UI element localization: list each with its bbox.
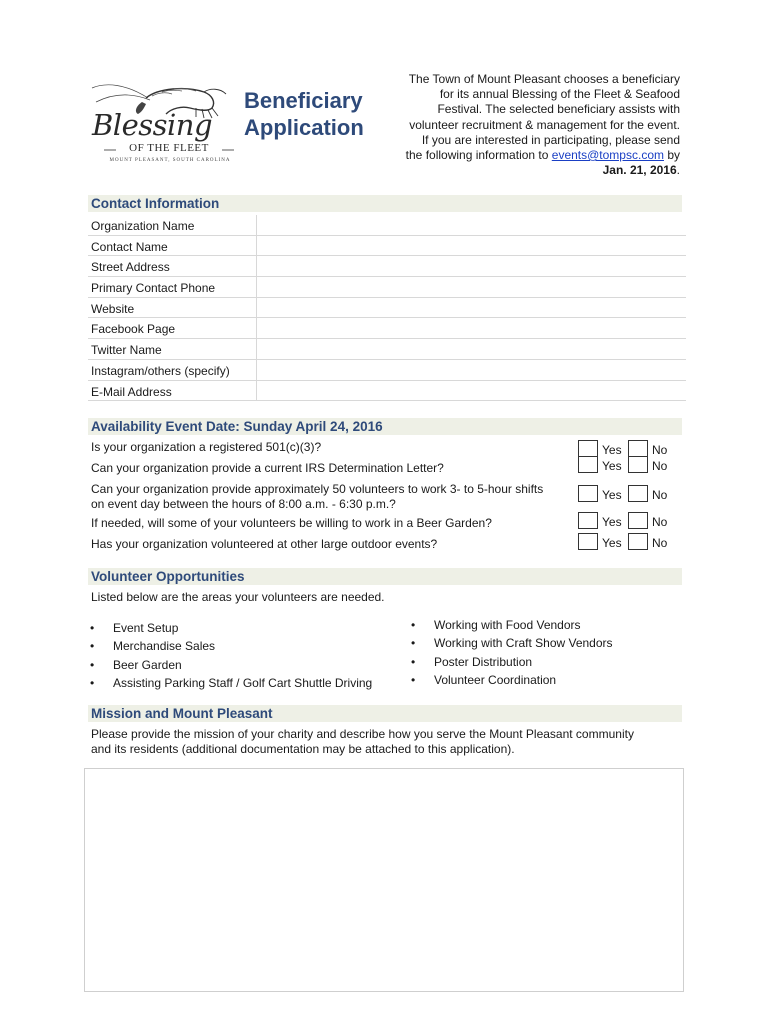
intro-paragraph (384, 72, 680, 178)
intro-text: the following information to (405, 148, 552, 163)
no-label: No (652, 459, 668, 473)
no-checkbox[interactable] (628, 533, 648, 550)
contact-name-field[interactable] (256, 236, 686, 257)
intro-line-email (384, 148, 680, 163)
list-item: • Beer Garden (90, 658, 372, 676)
volunteer-intro: Listed below are the areas your volunteers are needed. (91, 590, 385, 604)
deadline-date: Jan. 21, 2016 (602, 163, 677, 178)
no-label: No (652, 536, 668, 550)
yes-no-group (578, 456, 688, 474)
volunteer-section-heading: Volunteer Opportunities (88, 568, 682, 585)
email-address-field[interactable] (256, 381, 686, 402)
question-text (91, 482, 571, 511)
table-row (88, 298, 686, 319)
table-row (88, 236, 686, 257)
yes-checkbox[interactable] (578, 533, 598, 550)
question-text: Has your organization volunteered at other large outdoor events? (91, 537, 438, 551)
field-label: Organization Name (91, 219, 195, 233)
twitter-name-field[interactable] (256, 339, 686, 360)
field-label: Contact Name (91, 239, 168, 254)
yes-no-group (578, 512, 688, 530)
table-row (88, 381, 686, 402)
yes-label: Yes (602, 488, 622, 502)
yes-checkbox[interactable] (578, 456, 598, 473)
deadline-period: . (676, 163, 680, 178)
page-title (244, 87, 384, 141)
no-checkbox[interactable] (628, 512, 648, 529)
field-label: Primary Contact Phone (91, 281, 216, 296)
title-line-2: Application (244, 115, 364, 140)
availability-section-heading: Availability Event Date: Sunday April 24, 2016 (88, 418, 682, 435)
question-line: Can your organization provide approximately 50 volunteers to work 3- to 5-hour shifts (91, 482, 544, 496)
table-row (88, 277, 686, 298)
volunteer-list-right (411, 618, 613, 691)
yes-checkbox[interactable] (578, 485, 598, 502)
yes-label: Yes (602, 515, 622, 529)
table-row (88, 360, 686, 381)
logo-fleet-text: OF THE FLEET (129, 142, 209, 154)
table-row (88, 215, 686, 236)
mission-line: Please provide the mission of your charity and describe how you serve the Mount Pleasant community (91, 727, 634, 741)
list-item: • Merchandise Sales (90, 639, 372, 657)
deadline-line (384, 163, 680, 178)
yes-label: Yes (602, 536, 622, 550)
list-item: • Working with Craft Show Vendors (411, 636, 613, 654)
no-checkbox[interactable] (628, 456, 648, 473)
mission-line: and its residents (additional documentation may be attached to this application). (91, 742, 515, 756)
question-line: on event day between the hours of 8:00 a.m. - 6:30 p.m.? (91, 496, 396, 511)
no-checkbox[interactable] (628, 440, 648, 457)
yes-no-group (578, 485, 688, 503)
website-field[interactable] (256, 298, 686, 319)
instagram-field[interactable] (256, 360, 686, 381)
logo-script-text: Blessing (92, 108, 213, 142)
email-link[interactable]: events@tompsc.com (551, 148, 664, 163)
contact-section-heading: Contact Information (88, 195, 682, 212)
organization-name-field[interactable] (256, 215, 686, 236)
question-text: If needed, will some of your volunteers be willing to work in a Beer Garden? (91, 516, 492, 530)
mission-instructions (91, 727, 681, 757)
no-label: No (652, 443, 668, 457)
intro-line: If you are interested in participating, please send (421, 132, 680, 147)
table-row (88, 256, 686, 277)
field-label: Instagram/others (specify) (91, 363, 230, 378)
list-item: • Assisting Parking Staff / Golf Cart Shuttle Driving (90, 676, 372, 694)
yes-label: Yes (602, 459, 622, 473)
logo-place-text: MOUNT PLEASANT, SOUTH CAROLINA (109, 158, 231, 163)
question-text: Is your organization a registered 501(c)(3)? (91, 440, 322, 454)
volunteer-list-left (90, 621, 372, 694)
list-item: • Poster Distribution (411, 655, 613, 673)
intro-line: Festival. The selected beneficiary assists with (437, 102, 680, 117)
intro-line: volunteer recruitment & management for the event. (409, 117, 680, 132)
title-line-1: Beneficiary (244, 88, 363, 113)
field-label: Twitter Name (91, 343, 162, 358)
mission-section-heading: Mission and Mount Pleasant (88, 705, 682, 722)
field-label: E-Mail Address (91, 384, 172, 399)
mission-textarea[interactable] (84, 768, 684, 992)
list-item: • Working with Food Vendors (411, 618, 613, 636)
yes-checkbox[interactable] (578, 440, 598, 457)
field-label: Website (91, 301, 135, 316)
table-row (88, 318, 686, 339)
yes-label: Yes (602, 443, 622, 457)
intro-line: for its annual Blessing of the Fleet & Seafood (439, 87, 680, 102)
primary-phone-field[interactable] (256, 277, 686, 298)
yes-checkbox[interactable] (578, 512, 598, 529)
table-row (88, 339, 686, 360)
intro-text: by (663, 148, 680, 163)
intro-line: The Town of Mount Pleasant chooses a beneficiary (408, 72, 680, 86)
yes-no-group (578, 533, 688, 551)
no-label: No (652, 488, 668, 502)
field-label: Facebook Page (91, 322, 176, 337)
list-item: • Event Setup (90, 621, 372, 639)
contact-table (88, 215, 686, 401)
no-label: No (652, 515, 668, 529)
facebook-page-field[interactable] (256, 318, 686, 339)
street-address-field[interactable] (256, 256, 686, 277)
question-text: Can your organization provide a current IRS Determination Letter? (91, 461, 444, 475)
list-item: • Volunteer Coordination (411, 673, 613, 691)
no-checkbox[interactable] (628, 485, 648, 502)
blessing-of-the-fleet-logo (86, 78, 238, 170)
field-label: Street Address (91, 260, 170, 275)
